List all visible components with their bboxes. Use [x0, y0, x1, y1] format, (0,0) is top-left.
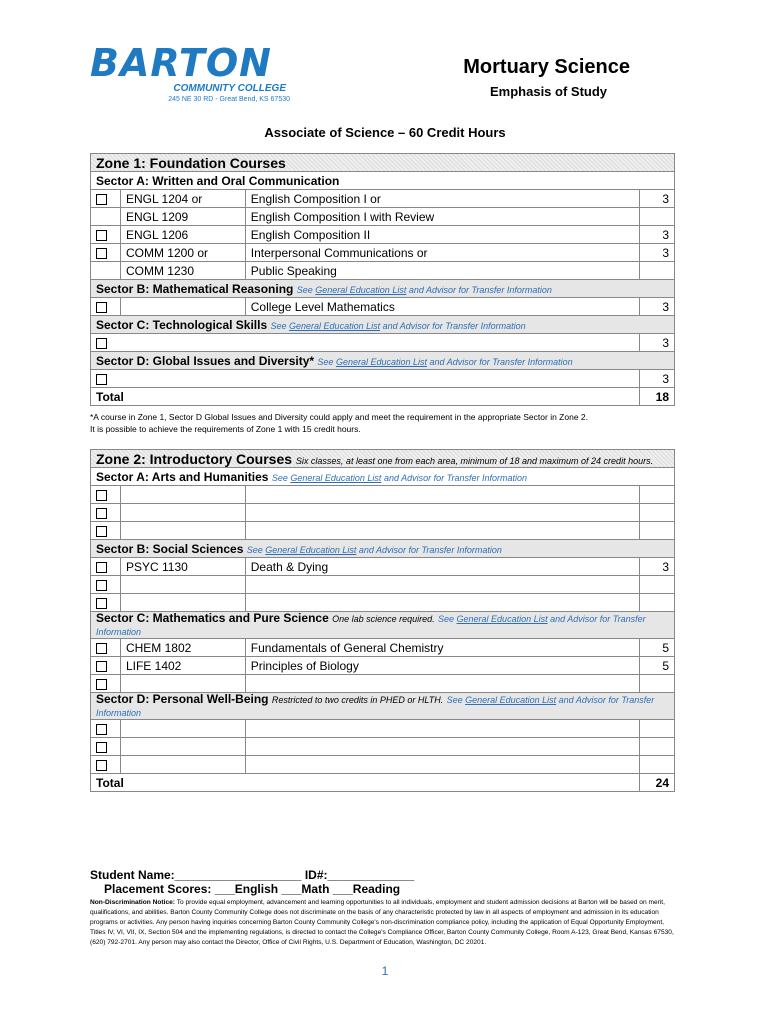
sector-note: One lab science required.	[332, 614, 435, 624]
zone-title-note: Six classes, at least one from each area, minimum of 18 and maximum of 24 credit hours.	[295, 455, 654, 466]
checkbox[interactable]	[96, 679, 107, 690]
course-code: ENGL 1204 or	[120, 190, 245, 208]
course-credits: 3	[640, 190, 675, 208]
checkbox[interactable]	[96, 661, 107, 672]
course-credits: 3	[640, 226, 675, 244]
zone2-sector-d	[91, 693, 675, 720]
gen-ed-link[interactable]: General Education List	[315, 284, 407, 295]
course-code: COMM 1200 or	[120, 244, 245, 262]
course-name: Public Speaking	[245, 262, 639, 280]
course-name: Death & Dying	[245, 558, 639, 576]
transfer-note: See General Education List and Advisor for Transfer Information	[96, 695, 655, 718]
checkbox[interactable]	[96, 760, 107, 771]
zone1-sector-c	[91, 316, 675, 334]
checkbox[interactable]	[96, 742, 107, 753]
logo-wordmark: BARTON	[90, 41, 272, 85]
student-info-line	[90, 868, 680, 896]
course-code: ENGL 1206	[120, 226, 245, 244]
course-credits: 3	[640, 334, 675, 352]
course-name: Principles of Biology	[245, 657, 639, 675]
zone1-table	[90, 153, 675, 406]
checkbox[interactable]	[96, 374, 107, 385]
zone2-sector-b	[91, 540, 675, 558]
checkbox[interactable]	[96, 230, 107, 241]
total-label: Total	[91, 388, 640, 406]
sector-title: Sector D: Personal Well-Being	[96, 692, 269, 706]
page-number: 1	[381, 964, 389, 978]
course-name: English Composition I with Review	[245, 208, 639, 226]
checkbox[interactable]	[96, 248, 107, 259]
sector-title: Sector C: Technological Skills	[96, 317, 268, 332]
gen-ed-link[interactable]: General Education List	[335, 356, 428, 367]
checkbox[interactable]	[96, 302, 107, 313]
sector-note: Restricted to two credits in PHED or HLTH.	[271, 695, 444, 705]
sector-title: Sector D: Global Issues and Diversity*	[96, 353, 315, 368]
transfer-note: See General Education List and Advisor for Transfer Information	[317, 356, 573, 367]
page-title: Mortuary Science	[463, 56, 630, 78]
college-logo	[90, 41, 310, 105]
zone-title-text: Zone 2: Introductory Courses	[96, 450, 293, 467]
checkbox[interactable]	[96, 580, 107, 591]
zone1-sector-d	[91, 352, 675, 370]
logo-subtitle: COMMUNITY COLLEGE	[173, 83, 286, 94]
transfer-note: See General Education List and Advisor for Transfer Information	[96, 614, 646, 637]
page-subtitle: Emphasis of Study	[490, 84, 608, 99]
course-credits: 5	[640, 639, 675, 657]
non-discrimination-notice	[90, 898, 680, 948]
course-credits: 3	[640, 298, 675, 316]
checkbox[interactable]	[96, 562, 107, 573]
zone1-sector-a: Sector A: Written and Oral Communication	[91, 172, 675, 190]
total-credits: 18	[640, 388, 675, 406]
checkbox[interactable]	[96, 194, 107, 205]
notice-label: Non-Discrimination Notice:	[90, 899, 175, 906]
checkbox[interactable]	[96, 508, 107, 519]
zone1-title: Zone 1: Foundation Courses	[91, 154, 675, 172]
gen-ed-link[interactable]: General Education List	[456, 614, 548, 624]
course-credits: 3	[640, 244, 675, 262]
zone2-sector-a	[91, 468, 675, 486]
course-credits: 3	[640, 558, 675, 576]
course-code: LIFE 1402	[120, 657, 245, 675]
notice-text: To provide equal employment, advancement and learning opportunities to all individuals, employment and student admission decisions at Barton will be based on merit, qualifications, and abilities. Barton County Community College does not discriminate on the basis of any characteristic protected by law in all aspects of employment and admission in its education programs or activities. Any person having inquiries concerning Barton County Community College's non-discrimination compliance policy, including the application of Equal Opportunity Employment, Titles IV, VI, VII, IX, Section 504 and the implementing regulations, is directed to contact the College's Compliance Officer, Barton County Community College, Room A-123, Great Bend, Kansas 67530, (620) 792-2701. Any person may also contact the Director, Office of Civil Rights, U.S. Department of Education, Washington, DC 20201.	[90, 899, 674, 946]
course-name: English Composition II	[245, 226, 639, 244]
placement-scores-field[interactable]: Placement Scores: ___English ___Math ___Reading	[104, 882, 401, 896]
transfer-note: See General Education List and Advisor for Transfer Information	[271, 472, 527, 483]
checkbox[interactable]	[96, 338, 107, 349]
zone1-footnote	[90, 411, 670, 435]
total-credits: 24	[640, 774, 675, 792]
gen-ed-link[interactable]: General Education List	[465, 695, 557, 705]
checkbox[interactable]	[96, 724, 107, 735]
zone1-sector-b	[91, 280, 675, 298]
gen-ed-link[interactable]: General Education List	[265, 544, 357, 555]
course-code: PSYC 1130	[120, 558, 245, 576]
degree-heading: Associate of Science – 60 Credit Hours	[264, 125, 506, 140]
sector-title: Sector A: Arts and Humanities	[96, 469, 269, 484]
sector-title: Sector C: Mathematics and Pure Science	[96, 611, 329, 625]
sector-title: Sector B: Social Sciences	[96, 541, 244, 556]
course-name: Interpersonal Communications or	[245, 244, 639, 262]
zone2-sector-c	[91, 612, 675, 639]
course-name: Fundamentals of General Chemistry	[245, 639, 639, 657]
gen-ed-link[interactable]: General Education List	[290, 472, 382, 483]
zone2-title	[91, 450, 675, 468]
transfer-note: See General Education List and Advisor for Transfer Information	[296, 284, 552, 295]
zone2-table	[90, 449, 675, 792]
checkbox[interactable]	[96, 643, 107, 654]
course-name: College Level Mathematics	[245, 298, 639, 316]
logo-address: 245 NE 30 RD - Great Bend, KS 67530	[168, 96, 290, 103]
course-code: CHEM 1802	[120, 639, 245, 657]
student-name-field[interactable]: Student Name:___________________	[90, 868, 302, 882]
course-credits: 5	[640, 657, 675, 675]
transfer-note: See General Education List and Advisor for Transfer Information	[246, 544, 502, 555]
checkbox[interactable]	[96, 490, 107, 501]
total-label: Total	[91, 774, 640, 792]
checkbox[interactable]	[96, 598, 107, 609]
course-code: COMM 1230	[120, 262, 245, 280]
transfer-note: See General Education List and Advisor for Transfer Information	[270, 320, 526, 331]
course-code: ENGL 1209	[120, 208, 245, 226]
footnote-line: It is possible to achieve the requirements of Zone 1 with 15 credit hours.	[90, 424, 361, 434]
checkbox[interactable]	[96, 526, 107, 537]
course-credits: 3	[640, 370, 675, 388]
gen-ed-link[interactable]: General Education List	[289, 320, 381, 331]
student-id-field[interactable]: ID#:_____________	[304, 868, 415, 882]
sector-title: Sector B: Mathematical Reasoning	[96, 281, 294, 296]
course-name: English Composition I or	[245, 190, 639, 208]
footnote-line: *A course in Zone 1, Sector D Global Issues and Diversity could apply and meet the requirement in the appropriate Sector in Zone 2.	[90, 412, 588, 422]
